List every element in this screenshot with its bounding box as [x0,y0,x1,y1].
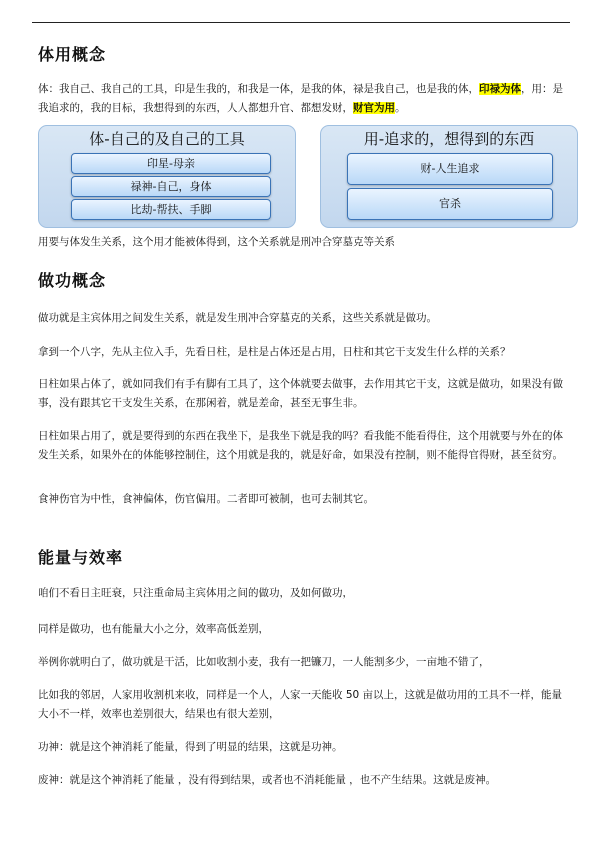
highlight-caiguan: 财官为用 [353,102,395,114]
paragraph-nengliang-4: 比如我的邻居，人家用收割机来收，同样是一个人，人家一天能收 50 亩以上，这就是做功用的工具不一样，能量大小不一样，效率也差别很大，结果也有很大差别， [38,689,563,720]
paragraph-zuogong-2: 拿到一个八字，先从主位入手，先看日柱，是柱是占体还是占用，日柱和其它干支发生什么样的关系？ [38,346,511,358]
yong-diagram-panel [320,125,578,228]
text-segment: 。 [395,102,406,114]
ti-item-yinxing: 印星-母亲 [71,153,271,174]
text-segment: ，用：是我追求的，我的目标，我想得到的东西，人人都想升官、都想发财， [38,83,563,114]
paragraph-gongshen: 功神：就是这个神消耗了能量，得到了明显的结果，这就是功神。 [38,741,343,753]
ti-item-lushen: 禄神-自己，身体 [71,176,271,197]
paragraph-tiyong-definition [38,80,570,118]
text-segment: 体：我自己、我自己的工具，印是生我的，和我是一体，是我的体，禄是我自己，也是我的体， [38,83,479,95]
paragraph-nengliang-3: 举例你就明白了，做功就是干活，比如收割小麦，我有一把镰刀，一人能割多少，一亩地不错了， [38,656,490,668]
paragraph-zuogong-1: 做功就是主宾体用之间发生关系，就是发生刑冲合穿墓克的关系，这些关系就是做功。 [38,312,437,324]
yong-panel-title: 用-追求的，想得到的东西 [363,130,535,148]
paragraph-zuogong-4: 日柱如果占用了，就是要得到的东西在我坐下，是我坐下就是我的吗？看我能不能看得住，这个用就要与外在的体发生关系，如果外在的体能够控制住，这个用就是我的，就是好命，如果没有控制，则不能得官得财，甚至贫穷。 [38,430,563,461]
ti-item-bijie: 比劫-帮扶、手脚 [71,199,271,220]
paragraph-zuogong-3: 日柱如果占体了，就如同我们有手有脚有工具了，这个体就要去做事，去作用其它干支，这就是做功，如果没有做事，没有跟其它干支发生关系，在那闲着，就是差命，甚至无事生非。 [38,378,563,409]
paragraph-nengliang-2: 同样是做功，也有能量大小之分，效率高低差别， [38,623,269,635]
paragraph-feishen: 废神：就是这个神消耗了能量 ，没有得到结果，或者也不消耗能量 ，也不产生结果。这就是废神。 [38,774,497,786]
ti-diagram-panel [38,125,296,228]
yong-item-guansha: 官杀 [347,188,553,220]
ti-panel-title: 体-自己的及自己的工具 [89,130,245,148]
paragraph-zuogong-5: 食神伤官为中性，食神偏体，伤官偏用。二者即可被制，也可去制其它。 [38,493,374,505]
paragraph-nengliang-1: 咱们不看日主旺衰，只注重命局主宾体用之间的做功，及如何做功， [38,587,353,599]
heading-tiyong: 体用概念 [38,45,107,64]
yong-item-cai: 财-人生追求 [347,153,553,185]
paragraph-tiyong-relation: 用要与体发生关系，这个用才能被体得到，这个关系就是刑冲合穿墓克等关系 [38,236,395,248]
highlight-yinlu: 印禄为体 [479,83,521,95]
heading-zuogong: 做功概念 [38,271,107,290]
top-rule [32,22,570,23]
heading-nengliang: 能量与效率 [38,548,124,567]
